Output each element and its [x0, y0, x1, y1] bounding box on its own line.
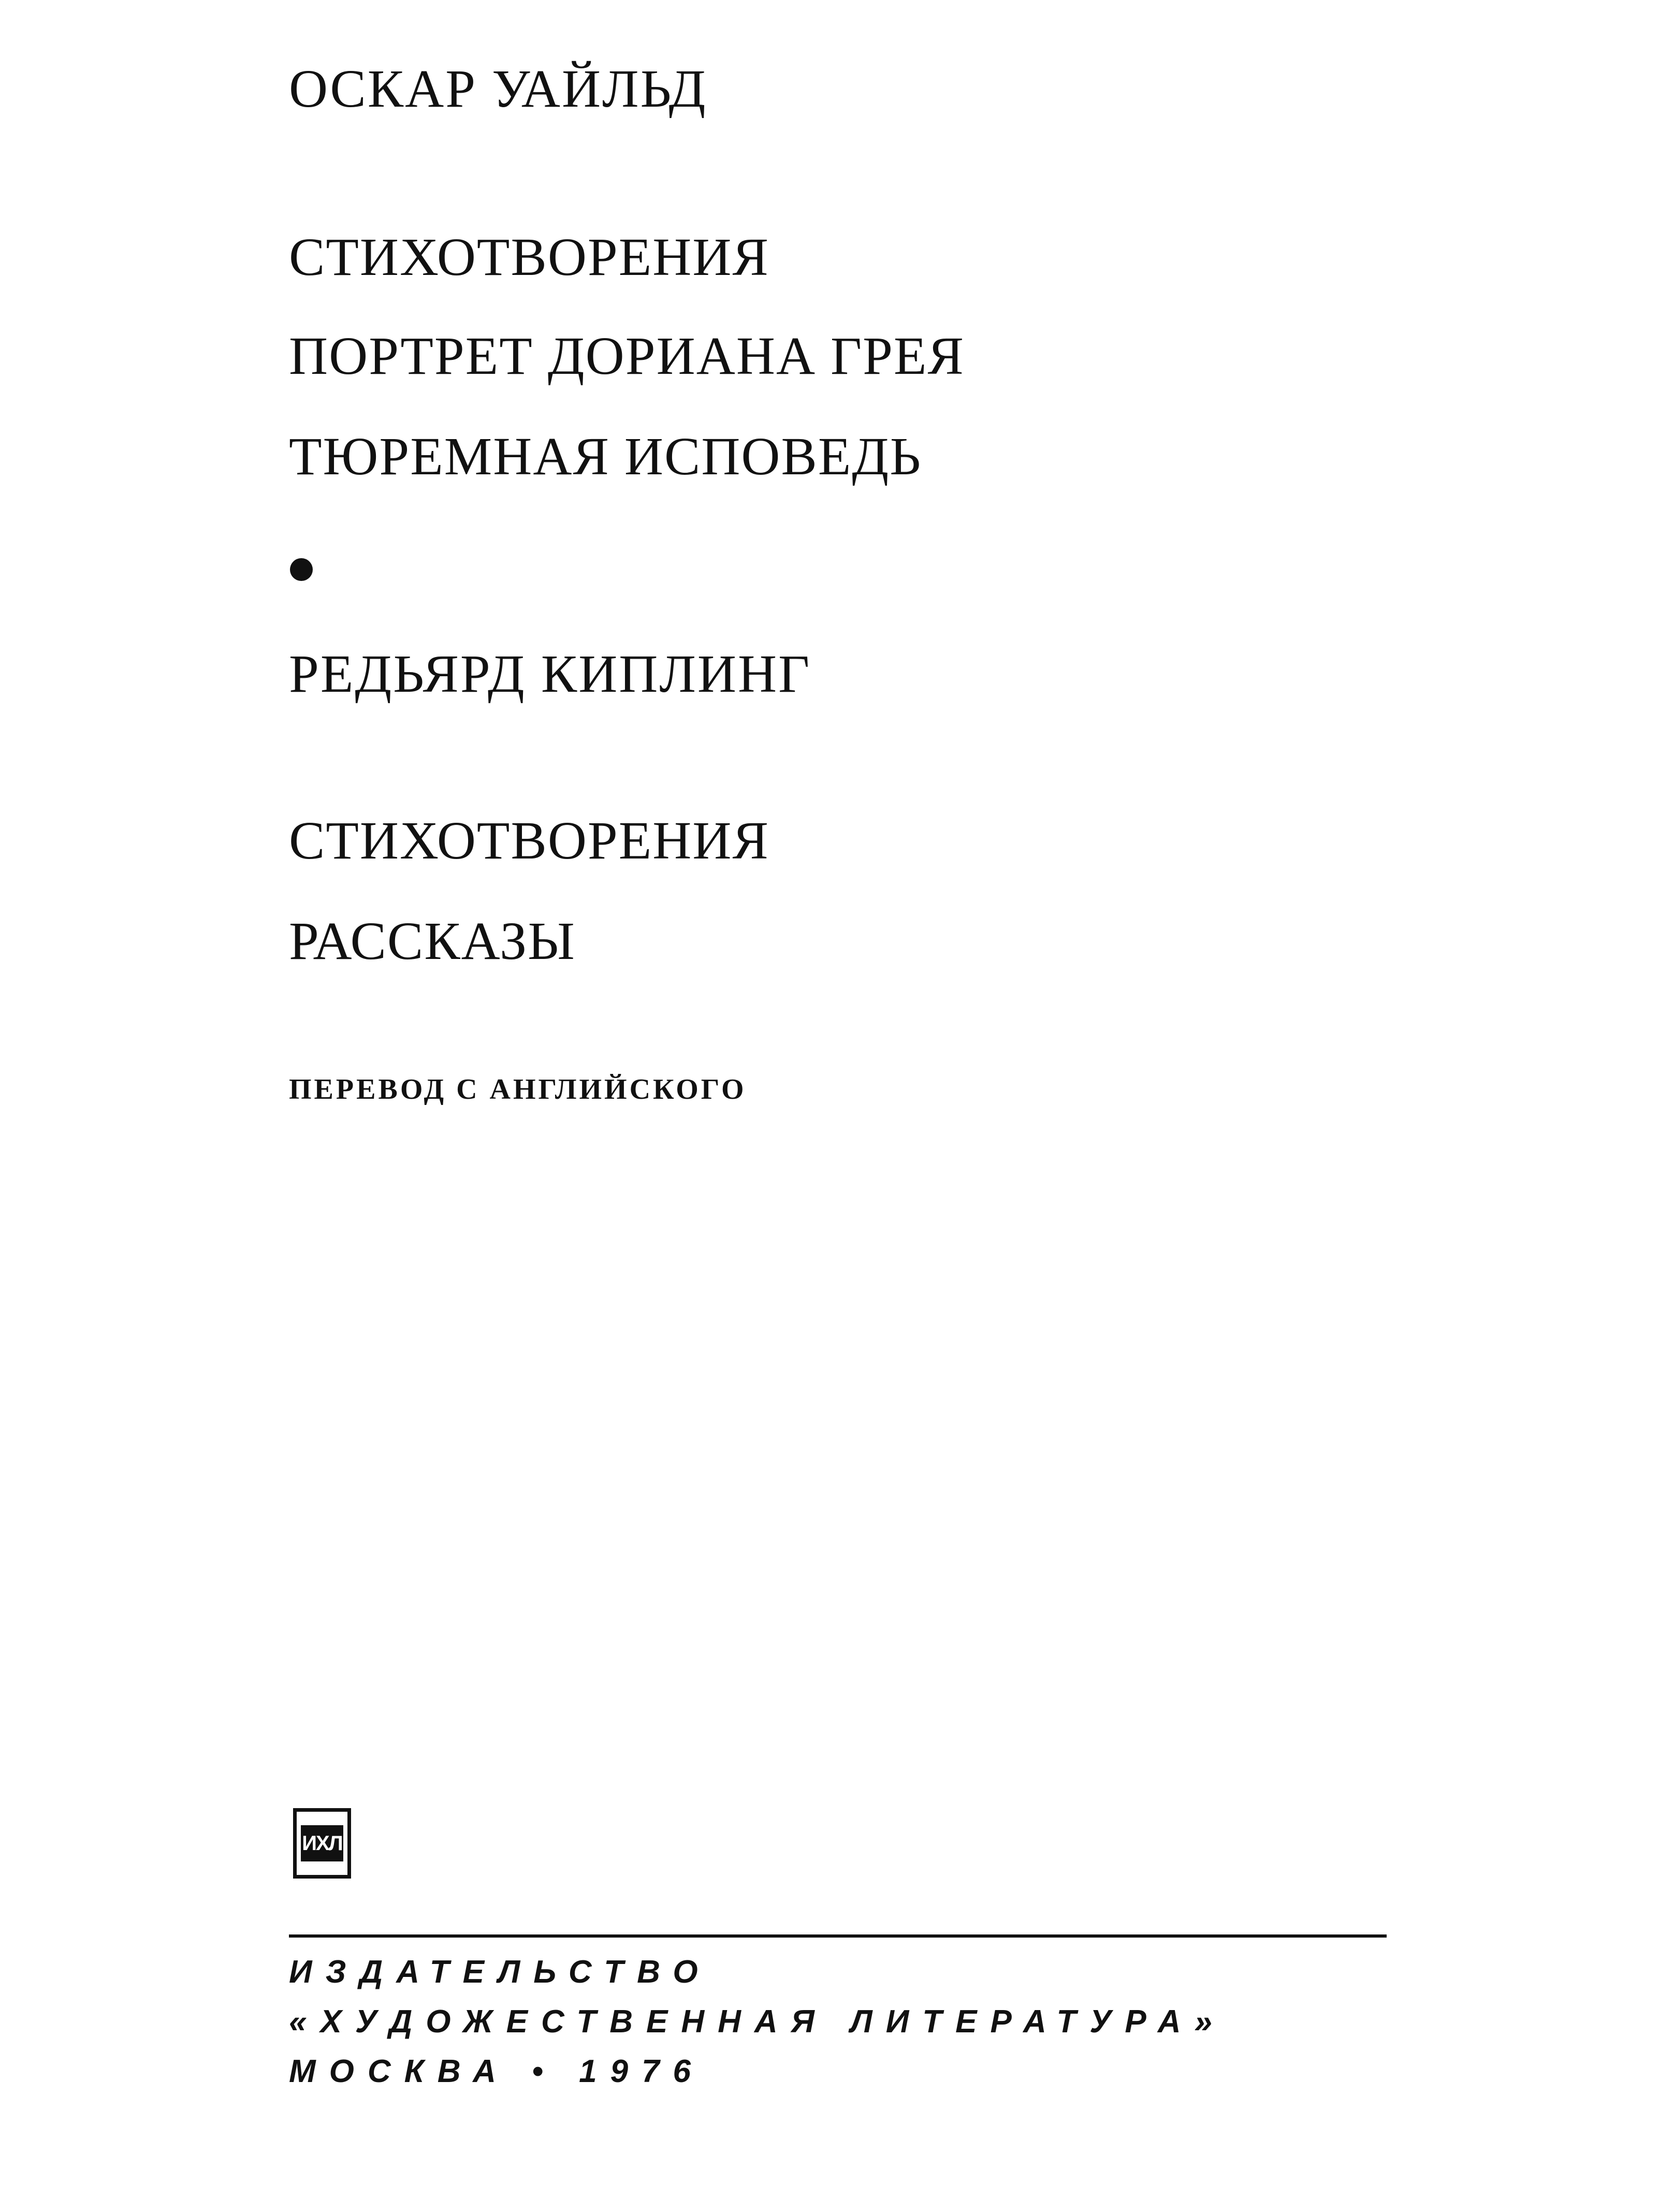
separator-bullet-icon — [290, 558, 313, 581]
publisher-logo-text: ИХЛ — [301, 1825, 343, 1861]
author-name-kipling: РЕДЬЯРД КИПЛИНГ — [289, 644, 811, 704]
imprint-city-year: МОСКВА • 1976 — [289, 2054, 705, 2089]
work-title: РАССКАЗЫ — [289, 911, 576, 971]
imprint-publisher-name: «ХУДОЖЕСТВЕННАЯ ЛИТЕРАТУРА» — [289, 2004, 1226, 2040]
author-name-wilde: ОСКАР УАЙЛЬД — [289, 59, 707, 119]
divider — [289, 1934, 1387, 1938]
work-title: СТИХОТВОРЕНИЯ — [289, 227, 769, 287]
work-title: СТИХОТВОРЕНИЯ — [289, 811, 769, 870]
imprint-publisher-label: ИЗДАТЕЛЬСТВО — [289, 1954, 711, 1990]
work-title: ТЮРЕМНАЯ ИСПОВЕДЬ — [289, 427, 922, 486]
publisher-logo — [293, 1808, 351, 1879]
translation-note: ПЕРЕВОД С АНГЛИЙСКОГО — [289, 1073, 747, 1105]
work-title: ПОРТРЕТ ДОРИАНА ГРЕЯ — [289, 326, 965, 386]
